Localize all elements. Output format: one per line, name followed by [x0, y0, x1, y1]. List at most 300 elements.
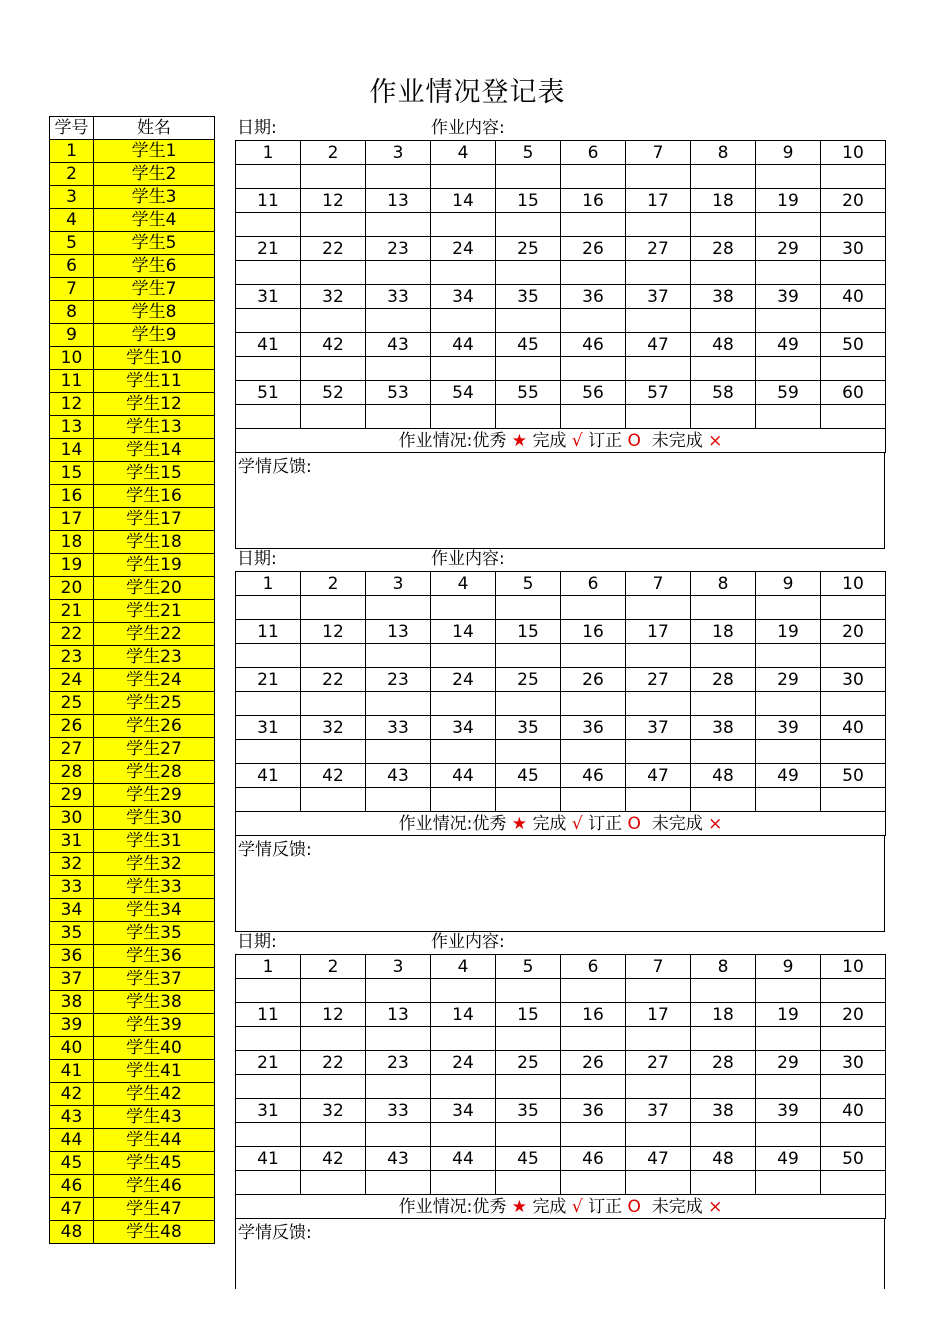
student-name[interactable]: 学生28 [94, 761, 215, 784]
mark-cell[interactable] [366, 1123, 431, 1147]
student-id[interactable]: 35 [50, 922, 94, 945]
student-name[interactable]: 学生4 [94, 209, 215, 232]
student-id[interactable]: 3 [50, 186, 94, 209]
student-id[interactable]: 21 [50, 600, 94, 623]
mark-cell[interactable] [626, 740, 691, 764]
mark-cell[interactable] [561, 692, 626, 716]
student-name[interactable]: 学生41 [94, 1060, 215, 1083]
mark-cell[interactable] [561, 644, 626, 668]
mark-cell[interactable] [756, 788, 821, 812]
mark-cell[interactable] [236, 692, 301, 716]
mark-cell[interactable] [431, 1171, 496, 1195]
homework-content-label[interactable]: 作业内容: [431, 118, 505, 138]
mark-cell[interactable] [366, 979, 431, 1003]
mark-cell[interactable] [301, 740, 366, 764]
mark-cell[interactable] [431, 596, 496, 620]
mark-cell[interactable] [691, 405, 756, 429]
student-name[interactable]: 学生7 [94, 278, 215, 301]
student-id[interactable]: 43 [50, 1106, 94, 1129]
mark-cell[interactable] [821, 1123, 886, 1147]
student-id[interactable]: 36 [50, 945, 94, 968]
student-id[interactable]: 40 [50, 1037, 94, 1060]
mark-cell[interactable] [626, 692, 691, 716]
student-id[interactable]: 23 [50, 646, 94, 669]
student-name[interactable]: 学生40 [94, 1037, 215, 1060]
record-block-3 [235, 930, 885, 1289]
mark-cell[interactable] [301, 979, 366, 1003]
student-number-cell: 54 [431, 381, 496, 405]
date-label[interactable]: 日期: [237, 549, 277, 569]
student-name[interactable]: 学生48 [94, 1221, 215, 1244]
student-name[interactable]: 学生47 [94, 1198, 215, 1221]
student-number-cell: 28 [691, 668, 756, 692]
student-id[interactable]: 32 [50, 853, 94, 876]
mark-cell[interactable] [496, 1171, 561, 1195]
student-number-cell: 22 [301, 668, 366, 692]
student-number-cell: 7 [626, 572, 691, 596]
student-name[interactable]: 学生2 [94, 163, 215, 186]
mark-cell[interactable] [626, 405, 691, 429]
student-name[interactable]: 学生37 [94, 968, 215, 991]
mark-cell[interactable] [496, 1075, 561, 1099]
student-id[interactable]: 5 [50, 232, 94, 255]
mark-cell[interactable] [756, 213, 821, 237]
mark-cell[interactable] [821, 309, 886, 333]
mark-cell[interactable] [821, 405, 886, 429]
mark-cell[interactable] [691, 261, 756, 285]
student-name[interactable]: 学生25 [94, 692, 215, 715]
mark-cell[interactable] [236, 979, 301, 1003]
student-id[interactable]: 4 [50, 209, 94, 232]
student-number-cell: 4 [431, 955, 496, 979]
mark-cell[interactable] [496, 261, 561, 285]
mark-cell[interactable] [756, 165, 821, 189]
feedback-label: 学情反馈: [238, 457, 312, 477]
mark-cell[interactable] [366, 309, 431, 333]
mark-cell[interactable] [626, 596, 691, 620]
student-id[interactable]: 18 [50, 531, 94, 554]
mark-cell[interactable] [301, 1123, 366, 1147]
student-number-cell: 47 [626, 764, 691, 788]
mark-cell[interactable] [236, 1075, 301, 1099]
mark-cell[interactable] [626, 1171, 691, 1195]
student-id[interactable]: 42 [50, 1083, 94, 1106]
student-name[interactable]: 学生44 [94, 1129, 215, 1152]
student-name[interactable]: 学生10 [94, 347, 215, 370]
student-name[interactable]: 学生16 [94, 485, 215, 508]
mark-cell[interactable] [236, 357, 301, 381]
check-icon: √ [571, 430, 583, 451]
student-id[interactable]: 13 [50, 416, 94, 439]
mark-cell[interactable] [366, 1171, 431, 1195]
mark-cell[interactable] [561, 740, 626, 764]
number-row [236, 1003, 886, 1027]
student-name[interactable]: 学生3 [94, 186, 215, 209]
student-name[interactable]: 学生14 [94, 439, 215, 462]
student-id[interactable]: 16 [50, 485, 94, 508]
mark-cell[interactable] [821, 1027, 886, 1051]
student-id[interactable]: 31 [50, 830, 94, 853]
mark-cell[interactable] [366, 692, 431, 716]
mark-cell[interactable] [561, 405, 626, 429]
mark-cell[interactable] [691, 165, 756, 189]
student-id[interactable]: 1 [50, 140, 94, 163]
student-name[interactable]: 学生18 [94, 531, 215, 554]
student-number-cell: 2 [301, 572, 366, 596]
student-name[interactable]: 学生6 [94, 255, 215, 278]
mark-cell[interactable] [236, 261, 301, 285]
student-number-cell: 13 [366, 189, 431, 213]
student-id[interactable]: 14 [50, 439, 94, 462]
mark-cell[interactable] [366, 740, 431, 764]
date-label[interactable]: 日期: [237, 932, 277, 952]
mark-cell[interactable] [561, 596, 626, 620]
mark-cell[interactable] [496, 788, 561, 812]
mark-cell[interactable] [431, 357, 496, 381]
student-id[interactable]: 30 [50, 807, 94, 830]
mark-cell[interactable] [691, 1123, 756, 1147]
mark-cell[interactable] [366, 357, 431, 381]
student-id[interactable]: 34 [50, 899, 94, 922]
mark-cell[interactable] [626, 213, 691, 237]
mark-cell[interactable] [496, 165, 561, 189]
mark-cell[interactable] [236, 1123, 301, 1147]
mark-cell[interactable] [301, 261, 366, 285]
mark-cell[interactable] [821, 213, 886, 237]
mark-cell[interactable] [561, 165, 626, 189]
mark-cell[interactable] [756, 740, 821, 764]
mark-cell[interactable] [301, 213, 366, 237]
student-number-cell: 41 [236, 764, 301, 788]
mark-cell[interactable] [236, 405, 301, 429]
record-block-1 [235, 116, 885, 549]
student-name[interactable]: 学生30 [94, 807, 215, 830]
mark-cell[interactable] [691, 1027, 756, 1051]
mark-cell[interactable] [626, 1027, 691, 1051]
mark-cell[interactable] [626, 165, 691, 189]
student-name[interactable]: 学生42 [94, 1083, 215, 1106]
mark-cell[interactable] [821, 357, 886, 381]
roster-row [50, 1060, 215, 1083]
mark-cell[interactable] [821, 740, 886, 764]
homework-content-label[interactable]: 作业内容: [431, 549, 505, 569]
mark-cell[interactable] [561, 309, 626, 333]
mark-cell[interactable] [756, 1075, 821, 1099]
mark-cell[interactable] [301, 1075, 366, 1099]
mark-cell[interactable] [626, 1075, 691, 1099]
mark-cell[interactable] [496, 692, 561, 716]
mark-cell[interactable] [236, 213, 301, 237]
student-name[interactable]: 学生21 [94, 600, 215, 623]
student-name[interactable]: 学生19 [94, 554, 215, 577]
mark-cell[interactable] [366, 213, 431, 237]
homework-content-label[interactable]: 作业内容: [431, 932, 505, 952]
mark-cell[interactable] [496, 596, 561, 620]
student-id[interactable]: 9 [50, 324, 94, 347]
student-name[interactable]: 学生27 [94, 738, 215, 761]
mark-cell[interactable] [236, 1027, 301, 1051]
mark-cell[interactable] [366, 261, 431, 285]
legend-incomplete: 未完成 [651, 813, 703, 834]
mark-cell[interactable] [431, 644, 496, 668]
mark-cell[interactable] [561, 261, 626, 285]
mark-cell[interactable] [236, 309, 301, 333]
date-label[interactable]: 日期: [237, 118, 277, 138]
mark-cell[interactable] [626, 309, 691, 333]
student-name[interactable]: 学生35 [94, 922, 215, 945]
mark-cell[interactable] [301, 1171, 366, 1195]
student-number-cell: 21 [236, 668, 301, 692]
student-name[interactable]: 学生11 [94, 370, 215, 393]
student-number-cell: 32 [301, 716, 366, 740]
mark-cell[interactable] [366, 1075, 431, 1099]
mark-cell[interactable] [236, 1171, 301, 1195]
mark-cell[interactable] [431, 692, 496, 716]
mark-cell[interactable] [301, 165, 366, 189]
mark-cell[interactable] [496, 1027, 561, 1051]
student-name[interactable]: 学生22 [94, 623, 215, 646]
mark-cell[interactable] [366, 1027, 431, 1051]
mark-cell[interactable] [431, 740, 496, 764]
student-id[interactable]: 8 [50, 301, 94, 324]
mark-cell[interactable] [821, 644, 886, 668]
mark-cell[interactable] [821, 1171, 886, 1195]
student-name[interactable]: 学生13 [94, 416, 215, 439]
mark-cell[interactable] [496, 740, 561, 764]
mark-cell[interactable] [236, 788, 301, 812]
roster-row [50, 1037, 215, 1060]
mark-cell[interactable] [236, 644, 301, 668]
student-name[interactable]: 学生39 [94, 1014, 215, 1037]
student-id[interactable]: 28 [50, 761, 94, 784]
student-number-cell: 45 [496, 764, 561, 788]
mark-cell[interactable] [366, 405, 431, 429]
mark-cell[interactable] [301, 405, 366, 429]
roster-row [50, 163, 215, 186]
student-id[interactable]: 2 [50, 163, 94, 186]
student-id[interactable]: 44 [50, 1129, 94, 1152]
mark-cell[interactable] [756, 357, 821, 381]
student-id[interactable]: 20 [50, 577, 94, 600]
student-number-cell: 10 [821, 955, 886, 979]
mark-row [236, 979, 886, 1003]
student-id[interactable]: 15 [50, 462, 94, 485]
student-name[interactable]: 学生15 [94, 462, 215, 485]
student-number-cell: 21 [236, 237, 301, 261]
legend-incomplete: 未完成 [651, 430, 703, 451]
feedback-box[interactable] [235, 1219, 885, 1289]
mark-cell[interactable] [431, 213, 496, 237]
student-name[interactable]: 学生1 [94, 140, 215, 163]
student-name[interactable]: 学生8 [94, 301, 215, 324]
student-number-cell: 26 [561, 1051, 626, 1075]
mark-cell[interactable] [756, 405, 821, 429]
mark-cell[interactable] [301, 357, 366, 381]
student-name[interactable]: 学生46 [94, 1175, 215, 1198]
student-id[interactable]: 38 [50, 991, 94, 1014]
mark-cell[interactable] [691, 357, 756, 381]
mark-cell[interactable] [301, 309, 366, 333]
student-id[interactable]: 24 [50, 669, 94, 692]
mark-cell[interactable] [366, 644, 431, 668]
mark-cell[interactable] [691, 740, 756, 764]
student-name[interactable]: 学生29 [94, 784, 215, 807]
mark-cell[interactable] [756, 692, 821, 716]
mark-cell[interactable] [561, 1171, 626, 1195]
student-id[interactable]: 47 [50, 1198, 94, 1221]
mark-cell[interactable] [821, 165, 886, 189]
roster-row [50, 600, 215, 623]
student-id[interactable]: 6 [50, 255, 94, 278]
mark-cell[interactable] [301, 788, 366, 812]
student-id[interactable]: 29 [50, 784, 94, 807]
feedback-box[interactable] [235, 453, 885, 549]
mark-cell[interactable] [301, 644, 366, 668]
mark-cell[interactable] [756, 596, 821, 620]
mark-cell[interactable] [691, 644, 756, 668]
student-name[interactable]: 学生20 [94, 577, 215, 600]
feedback-box[interactable] [235, 836, 885, 932]
mark-cell[interactable] [821, 979, 886, 1003]
mark-cell[interactable] [236, 596, 301, 620]
student-id[interactable]: 11 [50, 370, 94, 393]
student-id[interactable]: 25 [50, 692, 94, 715]
student-id[interactable]: 22 [50, 623, 94, 646]
mark-cell[interactable] [496, 357, 561, 381]
student-id[interactable]: 48 [50, 1221, 94, 1244]
mark-cell[interactable] [236, 165, 301, 189]
mark-cell[interactable] [561, 1123, 626, 1147]
student-name[interactable]: 学生38 [94, 991, 215, 1014]
mark-cell[interactable] [626, 644, 691, 668]
student-name[interactable]: 学生23 [94, 646, 215, 669]
student-id[interactable]: 26 [50, 715, 94, 738]
student-number-cell: 57 [626, 381, 691, 405]
student-number-cell: 1 [236, 141, 301, 165]
student-name[interactable]: 学生43 [94, 1106, 215, 1129]
mark-cell[interactable] [431, 788, 496, 812]
student-number-cell: 53 [366, 381, 431, 405]
mark-cell[interactable] [496, 979, 561, 1003]
student-id[interactable]: 19 [50, 554, 94, 577]
student-name[interactable]: 学生36 [94, 945, 215, 968]
mark-cell[interactable] [431, 261, 496, 285]
mark-cell[interactable] [496, 644, 561, 668]
mark-cell[interactable] [626, 788, 691, 812]
mark-cell[interactable] [756, 1123, 821, 1147]
mark-cell[interactable] [561, 979, 626, 1003]
student-id[interactable]: 10 [50, 347, 94, 370]
student-name[interactable]: 学生34 [94, 899, 215, 922]
mark-cell[interactable] [366, 165, 431, 189]
mark-cell[interactable] [561, 788, 626, 812]
student-name[interactable]: 学生12 [94, 393, 215, 416]
mark-cell[interactable] [691, 692, 756, 716]
student-name[interactable]: 学生24 [94, 669, 215, 692]
mark-cell[interactable] [561, 1027, 626, 1051]
mark-cell[interactable] [431, 1123, 496, 1147]
mark-cell[interactable] [691, 788, 756, 812]
mark-cell[interactable] [431, 1075, 496, 1099]
mark-cell[interactable] [626, 261, 691, 285]
student-number-cell: 36 [561, 1099, 626, 1123]
student-name[interactable]: 学生9 [94, 324, 215, 347]
student-id[interactable]: 45 [50, 1152, 94, 1175]
mark-cell[interactable] [431, 165, 496, 189]
student-id[interactable]: 17 [50, 508, 94, 531]
mark-cell[interactable] [626, 1123, 691, 1147]
mark-cell[interactable] [431, 979, 496, 1003]
mark-cell[interactable] [821, 596, 886, 620]
mark-cell[interactable] [756, 979, 821, 1003]
mark-cell[interactable] [821, 788, 886, 812]
mark-cell[interactable] [431, 309, 496, 333]
mark-cell[interactable] [691, 1075, 756, 1099]
student-id[interactable]: 39 [50, 1014, 94, 1037]
mark-cell[interactable] [626, 357, 691, 381]
mark-cell[interactable] [821, 692, 886, 716]
mark-cell[interactable] [301, 692, 366, 716]
mark-cell[interactable] [561, 357, 626, 381]
mark-cell[interactable] [691, 596, 756, 620]
mark-cell[interactable] [756, 261, 821, 285]
student-number-cell: 24 [431, 1051, 496, 1075]
mark-cell[interactable] [366, 596, 431, 620]
student-name[interactable]: 学生5 [94, 232, 215, 255]
mark-cell[interactable] [821, 261, 886, 285]
mark-cell[interactable] [496, 213, 561, 237]
student-name[interactable]: 学生31 [94, 830, 215, 853]
student-number-cell: 11 [236, 620, 301, 644]
mark-cell[interactable] [301, 596, 366, 620]
student-id[interactable]: 7 [50, 278, 94, 301]
mark-cell[interactable] [431, 1027, 496, 1051]
mark-cell[interactable] [301, 1027, 366, 1051]
mark-cell[interactable] [691, 309, 756, 333]
number-row [236, 668, 886, 692]
student-name[interactable]: 学生33 [94, 876, 215, 899]
mark-cell[interactable] [496, 309, 561, 333]
student-number-cell: 48 [691, 333, 756, 357]
student-id[interactable]: 37 [50, 968, 94, 991]
mark-cell[interactable] [821, 1075, 886, 1099]
mark-cell[interactable] [496, 1123, 561, 1147]
mark-cell[interactable] [626, 979, 691, 1003]
mark-cell[interactable] [756, 1027, 821, 1051]
mark-cell[interactable] [366, 788, 431, 812]
student-name[interactable]: 学生45 [94, 1152, 215, 1175]
student-id[interactable]: 27 [50, 738, 94, 761]
mark-cell[interactable] [691, 1171, 756, 1195]
mark-cell[interactable] [431, 405, 496, 429]
mark-cell[interactable] [756, 644, 821, 668]
mark-cell[interactable] [756, 1171, 821, 1195]
student-id[interactable]: 33 [50, 876, 94, 899]
mark-cell[interactable] [496, 405, 561, 429]
student-name[interactable]: 学生26 [94, 715, 215, 738]
mark-cell[interactable] [236, 740, 301, 764]
student-name[interactable]: 学生32 [94, 853, 215, 876]
mark-cell[interactable] [691, 213, 756, 237]
student-id[interactable]: 41 [50, 1060, 94, 1083]
mark-cell[interactable] [561, 213, 626, 237]
mark-cell[interactable] [561, 1075, 626, 1099]
student-id[interactable]: 46 [50, 1175, 94, 1198]
student-name[interactable]: 学生17 [94, 508, 215, 531]
student-id[interactable]: 12 [50, 393, 94, 416]
mark-cell[interactable] [691, 979, 756, 1003]
mark-cell[interactable] [756, 309, 821, 333]
